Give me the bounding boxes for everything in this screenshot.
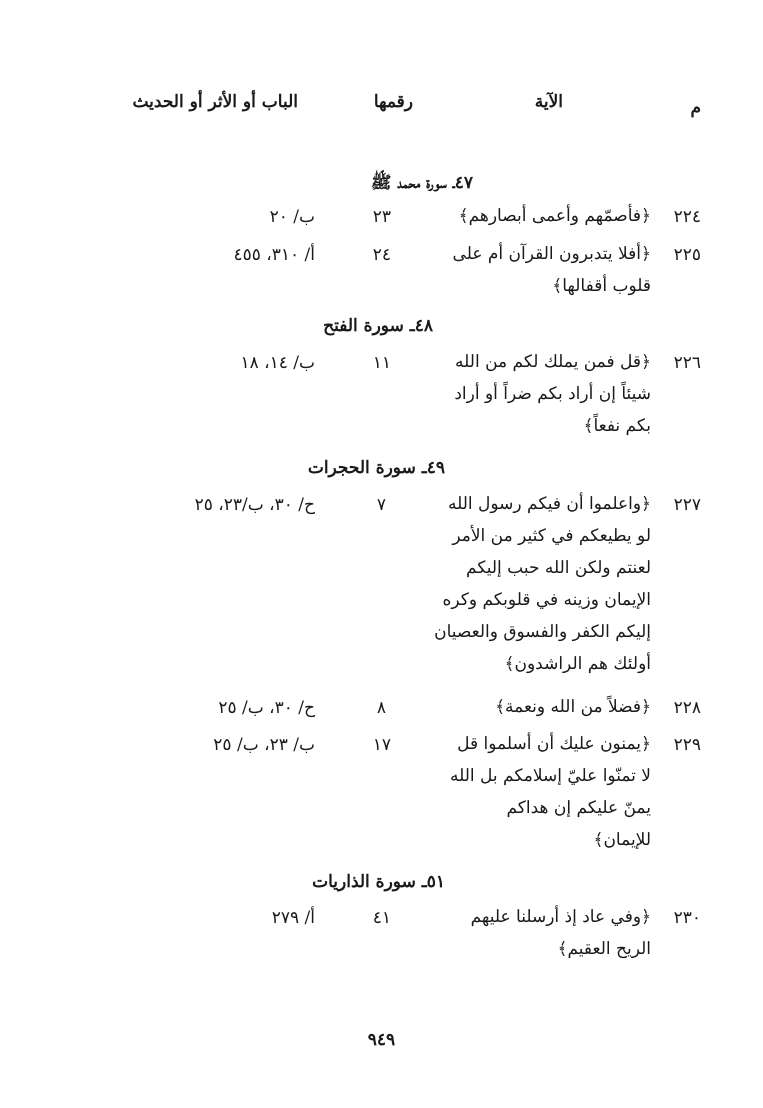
entry-number: ٢٢٤ bbox=[673, 207, 701, 227]
surah-heading: ٤٨ـ سورة الفتح bbox=[323, 316, 433, 336]
verse-text bbox=[436, 238, 651, 302]
verse-line: ﴿أفلا يتدبرون القرآن أم على bbox=[452, 244, 651, 264]
verse-text bbox=[436, 346, 651, 442]
reference: ح/ ٣٠، ب/ ٢٥ bbox=[218, 698, 315, 718]
entry-number: ٢٢٩ bbox=[673, 735, 701, 755]
entry-number: ٢٢٥ bbox=[673, 245, 701, 265]
verse-line: شيئاً إن أراد بكم ضراً أو أراد bbox=[454, 384, 651, 404]
column-header-verse: الآية bbox=[534, 92, 563, 112]
verse-number: ١٧ bbox=[372, 735, 391, 755]
reference: أ/ ٣١٠، ٤٥٥ bbox=[233, 245, 315, 265]
verse-number: ٢٤ bbox=[372, 245, 391, 265]
entry-number: ٢٢٧ bbox=[673, 495, 701, 515]
reference: ب/ ١٤، ١٨ bbox=[240, 353, 315, 373]
surah-heading: ٤٧ـ سورة محمد ﷺ bbox=[370, 173, 473, 193]
verse-line: الريح العقيم﴾ bbox=[557, 939, 651, 959]
verse-line: الإيمان وزينه في قلوبكم وكره bbox=[442, 590, 651, 610]
verse-text bbox=[436, 728, 651, 856]
verse-line: لعنتم ولكن الله حبب إليكم bbox=[466, 558, 651, 578]
verse-line: أولئك هم الراشدون﴾ bbox=[504, 654, 651, 674]
column-header-chapter: الباب أو الأثر أو الحديث bbox=[132, 92, 298, 112]
reference: ب/ ٢٣، ب/ ٢٥ bbox=[213, 735, 315, 755]
surah-heading: ٤٩ـ سورة الحجرات bbox=[307, 458, 445, 478]
verse-line: ﴿فأصمّهم وأعمى أبصارهم﴾ bbox=[458, 206, 651, 226]
verse-line: ﴿واعلموا أن فيكم رسول الله bbox=[447, 494, 651, 514]
verse-number: ٨ bbox=[376, 698, 386, 718]
verse-line: قلوب أقفالها﴾ bbox=[552, 276, 651, 296]
verse-number: ٤١ bbox=[372, 908, 391, 928]
verse-line: يمنّ عليكم إن هداكم bbox=[506, 798, 651, 818]
verse-text bbox=[436, 691, 651, 723]
verse-line: إليكم الكفر والفسوق والعصيان bbox=[434, 622, 651, 642]
surah-heading: ٥١ـ سورة الذاريات bbox=[312, 872, 445, 892]
entry-number: ٢٢٨ bbox=[673, 698, 701, 718]
verse-text bbox=[436, 200, 651, 232]
page-number: ٩٤٩ bbox=[367, 1030, 396, 1050]
verse-number: ٢٣ bbox=[372, 207, 391, 227]
verse-line: ﴿يمنون عليك أن أسلموا قل bbox=[457, 734, 651, 754]
verse-line: ﴿وفي عاد إذ أرسلنا عليهم bbox=[470, 907, 651, 927]
reference: ح/ ٣٠، ب/٢٣، ٢٥ bbox=[194, 495, 315, 515]
verse-text bbox=[436, 488, 651, 680]
verse-text bbox=[436, 901, 651, 965]
column-header-verse-number: رقمها bbox=[373, 92, 413, 112]
verse-line: لا تمنّوا عليّ إسلامكم بل الله bbox=[449, 766, 651, 786]
verse-number: ٧ bbox=[376, 495, 386, 515]
reference: ب/ ٢٠ bbox=[269, 207, 315, 227]
verse-line: لو يطيعكم في كثير من الأمر bbox=[452, 526, 651, 546]
verse-line: ﴿قل فمن يملك لكم من الله bbox=[455, 352, 651, 372]
verse-number: ١١ bbox=[372, 353, 391, 373]
verse-line: بكم نفعاً﴾ bbox=[583, 416, 651, 436]
column-header-index: م bbox=[690, 98, 701, 118]
verse-line: للإيمان﴾ bbox=[593, 830, 651, 850]
verse-line: ﴿فضلاً من الله ونعمة﴾ bbox=[495, 697, 651, 717]
reference: أ/ ٢٧٩ bbox=[271, 908, 315, 928]
entry-number: ٢٣٠ bbox=[673, 908, 701, 928]
entry-number: ٢٢٦ bbox=[673, 353, 701, 373]
